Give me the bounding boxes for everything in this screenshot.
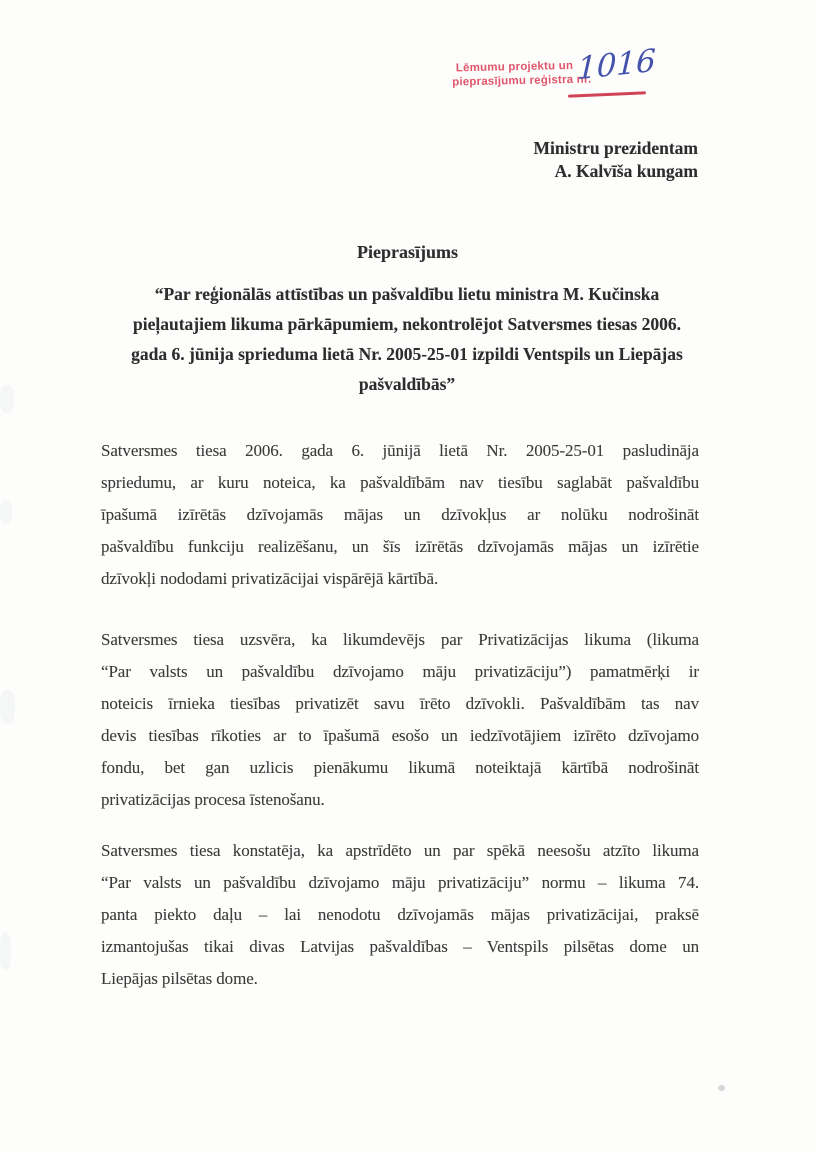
scan-dot-artifact — [718, 1085, 725, 1091]
body-line: spriedumu, ar kuru noteica, ka pašvaldībām nav tiesību saglabāt pašvaldību — [101, 473, 699, 492]
scan-smudge — [0, 385, 14, 413]
body-line: “Par valsts un pašvaldību dzīvojamo māju privatizāciju” normu – likuma 74. — [101, 873, 699, 892]
body-line: “Par valsts un pašvaldību dzīvojamo māju privatizāciju”) pamatmērķi ir — [101, 662, 699, 681]
scan-smudge — [0, 500, 12, 524]
subject-line: gada 6. jūnija sprieduma lietā Nr. 2005-25-01 izpildi Ventspils un Liepājas — [131, 344, 683, 364]
stamp-text-line2: pieprasījumu reģistra nr. — [452, 73, 592, 89]
addressee-name: A. Kalvīša kungam — [554, 160, 698, 181]
paragraph-2 — [101, 624, 699, 816]
addressee-role: Ministru prezidentam — [533, 138, 698, 158]
subject-line: pašvaldībās” — [358, 374, 456, 394]
paragraph-3 — [101, 835, 699, 995]
body-line: devis tiesības rīkoties ar to īpašumā esošo un iedzīvotājiem izīrēto dzīvojamo — [101, 726, 699, 745]
stamp-text-line1: Lēmumu projektu un — [455, 59, 574, 75]
document-title: Pieprasījums — [357, 242, 458, 262]
body-line: Satversmes tiesa uzsvēra, ka likumdevējs par Privatizācijas likuma (likuma — [101, 630, 699, 649]
body-line: izmantojušas tikai divas Latvijas pašvaldības – Ventspils pilsētas dome un — [101, 937, 699, 956]
body-line: pašvaldību funkciju realizēšanu, un šīs izīrētās dzīvojamās mājas un izīrētie — [101, 537, 699, 556]
body-line: Liepājas pilsētas dome. — [101, 969, 258, 988]
body-line: Satversmes tiesa 2006. gada 6. jūnijā lietā Nr. 2005-25-01 pasludināja — [101, 441, 699, 460]
body-line: panta piekto daļu – lai nenodotu dzīvojamās mājas privatizācijai, praksē — [101, 905, 699, 924]
subject-line: pieļautajiem likuma pārkāpumiem, nekontrolējot Satversmes tiesas 2006. — [133, 314, 681, 334]
body-line: privatizācijas procesa īstenošanu. — [101, 790, 325, 809]
body-line: fondu, bet gan uzlicis pienākumu likumā noteiktajā kārtībā nodrošināt — [101, 758, 699, 777]
stamp-number-handwritten: 1016 — [576, 42, 657, 88]
subject-heading — [97, 279, 717, 399]
registry-stamp — [452, 59, 592, 90]
scan-smudge — [0, 932, 11, 970]
addressee-block — [534, 137, 698, 182]
body-line: dzīvokļi nododami privatizācijai vispārējā kārtībā. — [101, 569, 439, 588]
scan-smudge — [0, 690, 15, 724]
body-line: Satversmes tiesa konstatēja, ka apstrīdēto un par spēkā neesošu atzīto likuma — [101, 841, 699, 860]
paragraph-1 — [101, 435, 699, 595]
stamp-underline — [568, 91, 646, 97]
body-line: īpašumā izīrētās dzīvojamās mājas un dzīvokļus ar nolūku nodrošināt — [101, 505, 699, 524]
subject-line: “Par reģionālās attīstības un pašvaldību lietu ministra M. Kučinska — [154, 284, 660, 304]
body-line: noteicis īrnieka tiesības privatizēt savu īrēto dzīvokli. Pašvaldībām tas nav — [101, 694, 699, 713]
